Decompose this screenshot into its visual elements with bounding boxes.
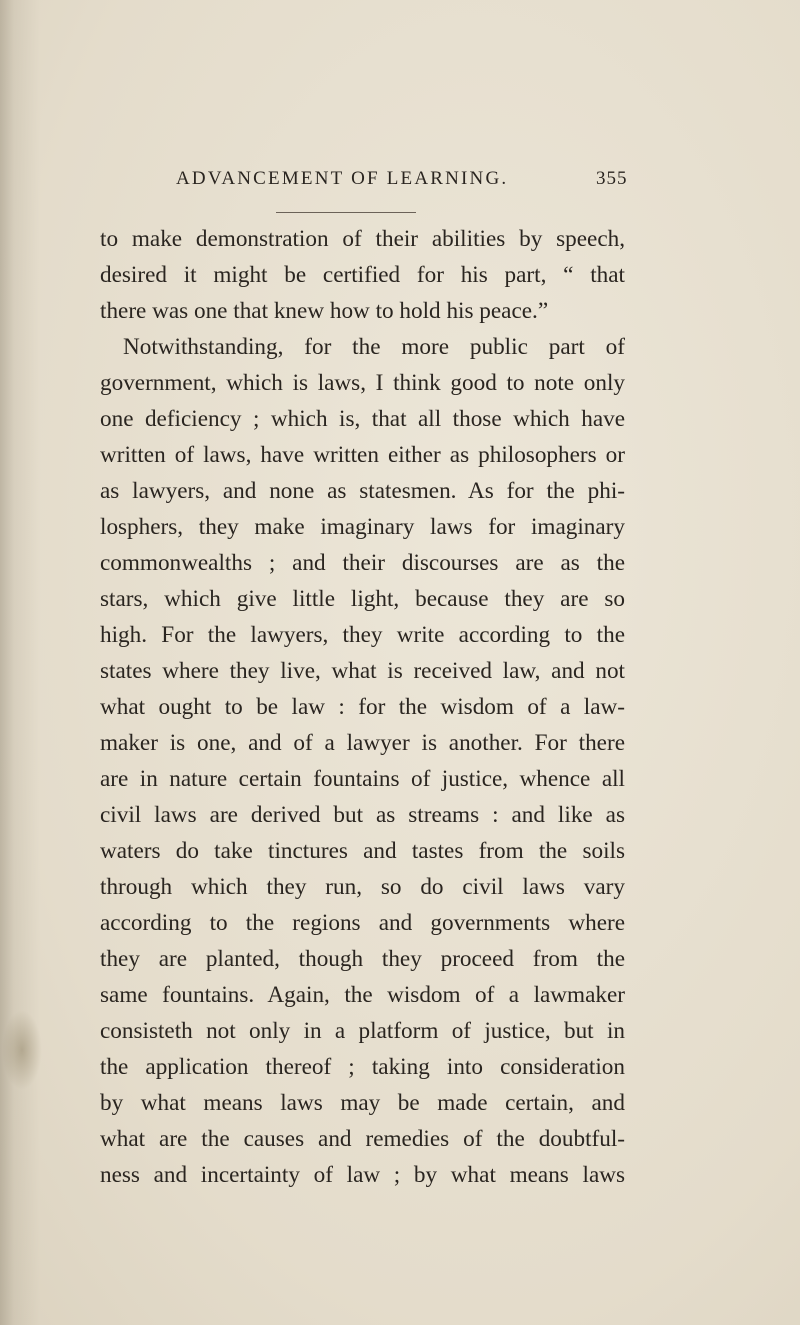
text-line: are in nature certain fountains of justice, whence all <box>100 766 625 792</box>
text-line: according to the regions and governments where <box>100 910 625 936</box>
text-line: maker is one, and of a lawyer is another. For there <box>100 730 625 756</box>
text-line: the application thereof ; taking into consideration <box>100 1054 625 1080</box>
text-line: Notwithstanding, for the more public part of <box>123 334 625 360</box>
text-line: as lawyers, and none as statesmen. As for the phi- <box>100 478 625 504</box>
header-rule <box>276 212 416 213</box>
text-line: there was one that knew how to hold his peace.” <box>100 298 549 324</box>
text-line: one deficiency ; which is, that all those which have <box>100 406 625 432</box>
running-head-title: ADVANCEMENT OF LEARNING. <box>176 168 509 189</box>
text-line: desired it might be certified for his part, “ that <box>100 262 625 288</box>
text-line: government, which is laws, I think good to note only <box>100 370 625 396</box>
text-line: commonwealths ; and their discourses are as the <box>100 550 625 576</box>
text-line: written of laws, have written either as philosophers or <box>100 442 625 468</box>
text-line: same fountains. Again, the wisdom of a lawmaker <box>100 982 625 1008</box>
text-line: high. For the lawyers, they write according to the <box>100 622 625 648</box>
text-line: to make demonstration of their abilities by speech, <box>100 226 625 252</box>
text-line: losphers, they make imaginary laws for imaginary <box>100 514 625 540</box>
text-line: what ought to be law : for the wisdom of a law- <box>100 694 625 720</box>
text-line: through which they run, so do civil laws vary <box>100 874 625 900</box>
page-number: 355 <box>596 168 628 189</box>
text-line: by what means laws may be made certain, and <box>100 1090 625 1116</box>
text-line: civil laws are derived but as streams : and like as <box>100 802 625 828</box>
paper-stain <box>2 1010 42 1090</box>
text-line: waters do take tinctures and tastes from the soils <box>100 838 625 864</box>
text-line: they are planted, though they proceed from the <box>100 946 625 972</box>
text-line: stars, which give little light, because they are so <box>100 586 625 612</box>
text-line: ness and incertainty of law ; by what means laws <box>100 1162 625 1188</box>
text-line: states where they live, what is received law, and not <box>100 658 625 684</box>
text-line: what are the causes and remedies of the doubtful- <box>100 1126 625 1152</box>
text-line: consisteth not only in a platform of justice, but in <box>100 1018 625 1044</box>
